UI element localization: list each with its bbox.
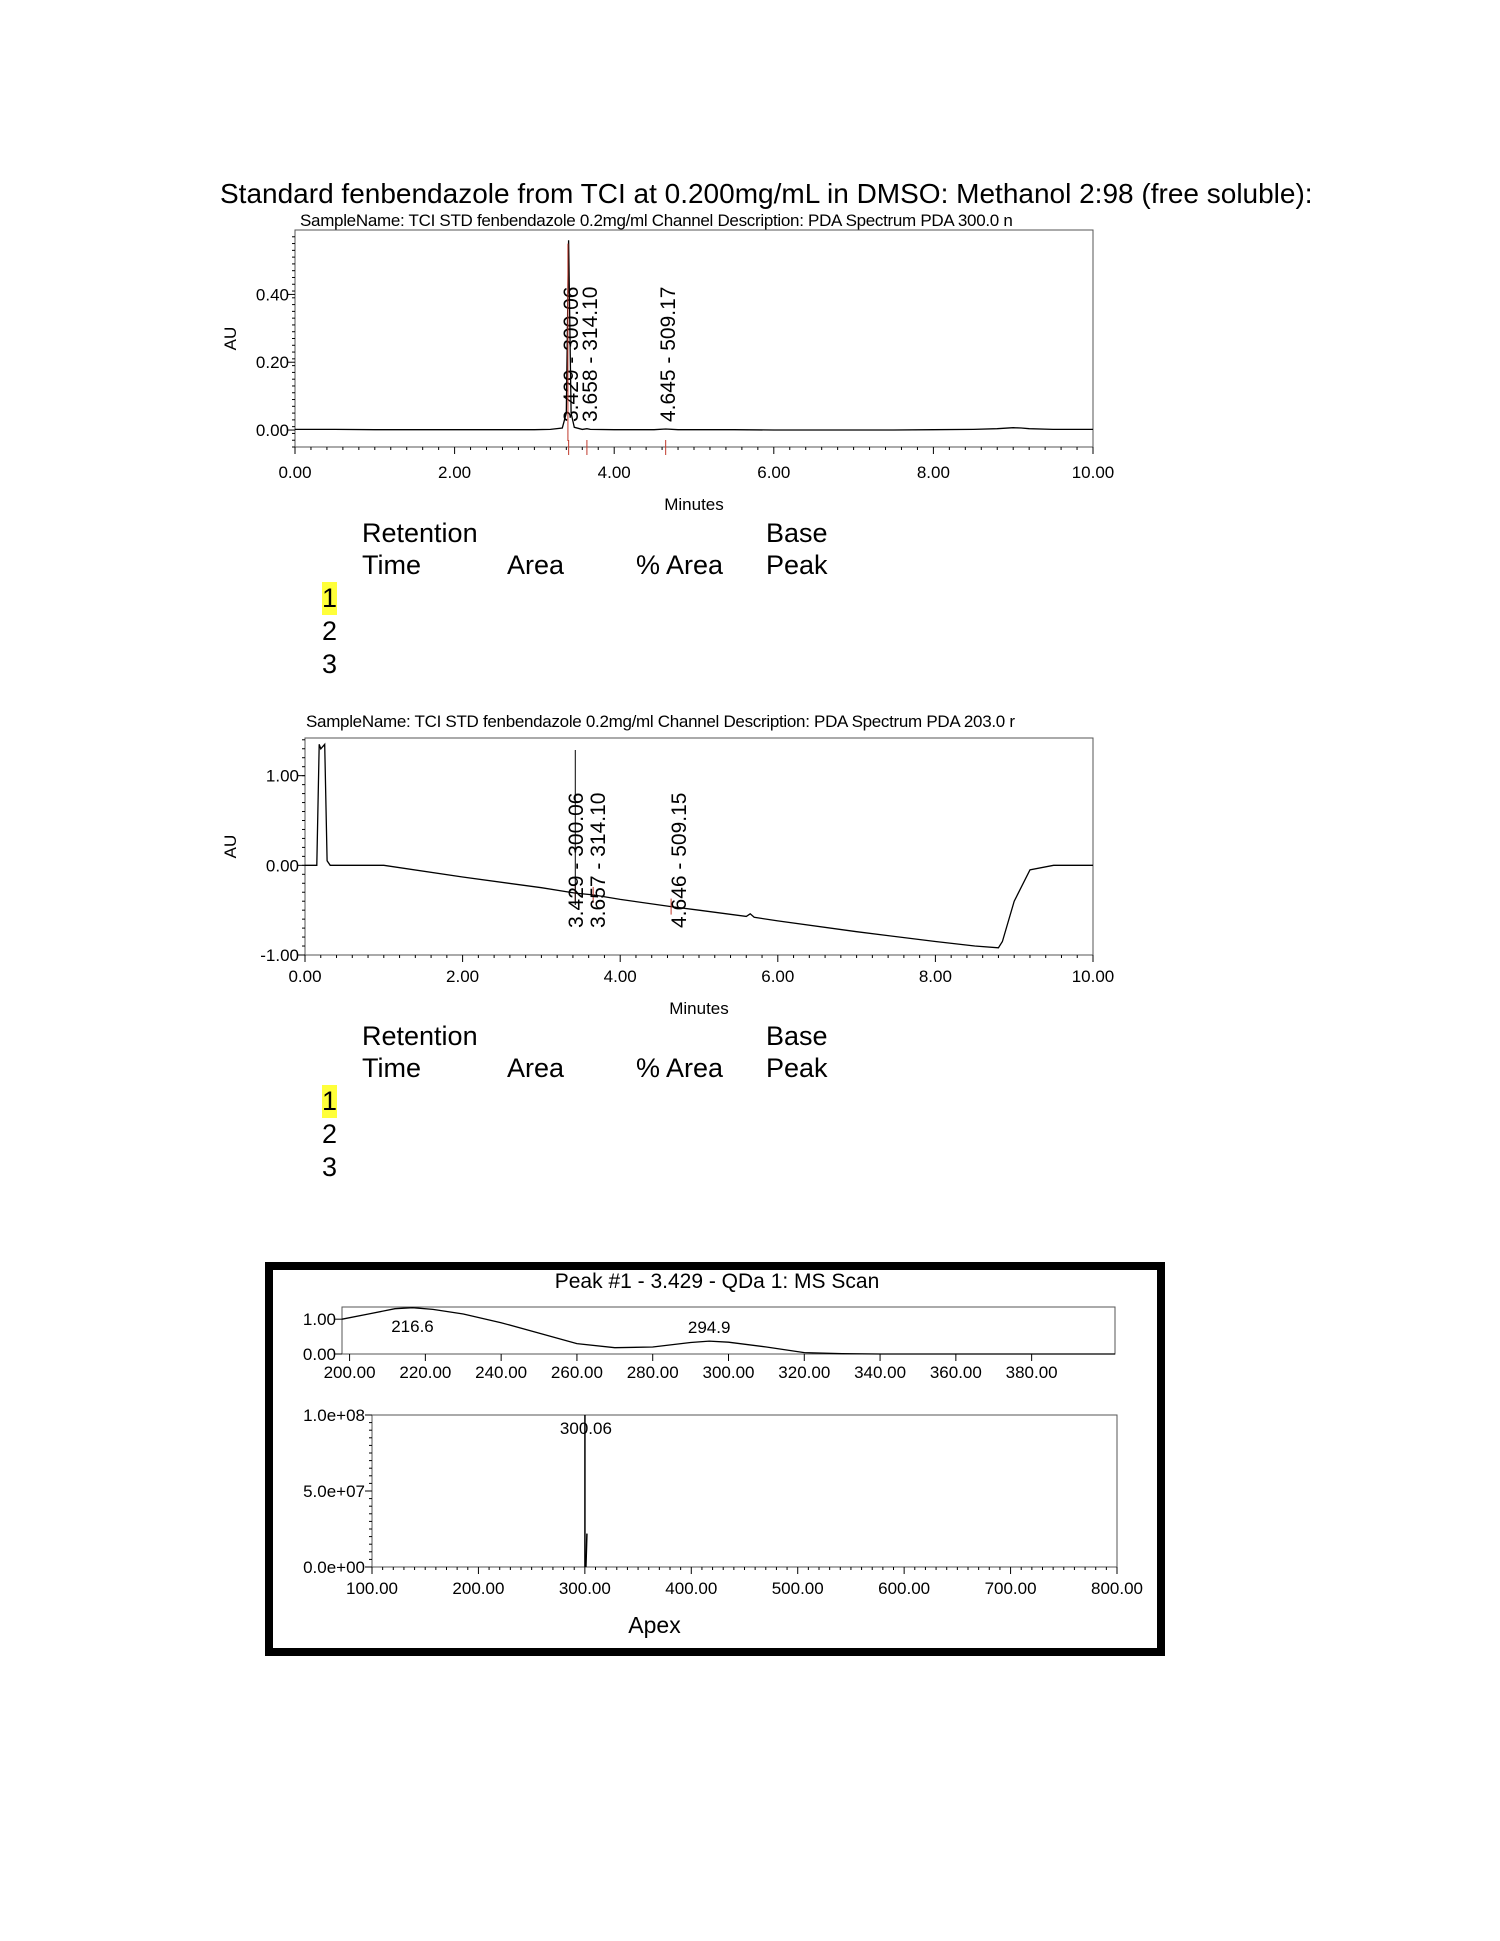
- plot-frame: [305, 738, 1093, 955]
- peak-label: 3.429 - 300.06: [565, 792, 588, 928]
- x-tick-label: 360.00: [929, 1363, 982, 1382]
- y-tick-label: 0.40: [255, 285, 289, 305]
- x-tick-label: 2.00: [446, 967, 480, 986]
- y-tick-label: 1.00: [265, 766, 299, 786]
- x-axis-title: Minutes: [669, 999, 729, 1018]
- peak-label: 4.645 - 509.17: [657, 286, 680, 422]
- y-tick-label: 0.00: [265, 856, 299, 876]
- x-tick-label: 220.00: [399, 1363, 452, 1382]
- x-axis-title: Apex: [628, 1612, 681, 1638]
- x-tick-label: 240.00: [475, 1363, 528, 1382]
- x-tick-label: 6.00: [757, 463, 791, 482]
- x-tick-label: 4.00: [597, 463, 631, 482]
- peak-label: 294.9: [687, 1318, 731, 1337]
- header-time: Time: [362, 1053, 421, 1083]
- header-pct-area: % Area: [636, 1053, 724, 1083]
- header-peak: Peak: [766, 550, 828, 580]
- y-tick-label: 1.00: [302, 1310, 336, 1330]
- x-tick-label: 4.00: [603, 967, 637, 986]
- y-tick-label: 0.00: [302, 1345, 336, 1364]
- series-line: [305, 744, 1093, 948]
- y-axis-title: AU: [221, 834, 240, 859]
- x-tick-label: 0.00: [288, 967, 322, 986]
- header-area: Area: [507, 1053, 565, 1083]
- peak-label: 3.657 - 314.10: [587, 792, 610, 928]
- y-axis-title: AU: [221, 326, 240, 351]
- x-axis-title: Minutes: [664, 495, 724, 514]
- row-index: 1: [322, 583, 338, 613]
- x-tick-label: 10.00: [1071, 463, 1115, 482]
- chart2-title: SampleName: TCI STD fenbendazole 0.2mg/ml Channel Description: PDA Spectrum PDA 203.0 r: [306, 712, 1015, 731]
- y-tick-label: -1.00: [260, 946, 299, 965]
- x-tick-label: 700.00: [984, 1579, 1037, 1598]
- x-tick-label: 10.00: [1071, 967, 1115, 986]
- plot-frame: [295, 230, 1093, 447]
- x-tick-label: 6.00: [761, 967, 795, 986]
- series-line: [295, 240, 1093, 430]
- row-index: 1: [322, 1086, 338, 1116]
- x-tick-label: 8.00: [918, 967, 952, 986]
- header-peak: Peak: [766, 1053, 828, 1083]
- header-base: Base: [766, 518, 828, 548]
- y-tick-label: 5.0e+07: [303, 1482, 365, 1501]
- y-tick-label: 0.0e+00: [303, 1558, 365, 1577]
- header-area: Area: [507, 550, 565, 580]
- x-tick-label: 300.00: [702, 1363, 755, 1382]
- page-title: Standard fenbendazole from TCI at 0.200mg/mL in DMSO: Methanol 2:98 (free soluble):: [220, 178, 1313, 209]
- header-time: Time: [362, 550, 421, 580]
- x-tick-label: 340.00: [854, 1363, 907, 1382]
- y-tick-label: 0.20: [255, 353, 289, 373]
- x-tick-label: 200.00: [452, 1579, 505, 1598]
- y-tick-label: 1.0e+08: [303, 1406, 365, 1425]
- x-tick-label: 200.00: [323, 1363, 376, 1382]
- row-index: 3: [322, 649, 338, 679]
- x-tick-label: 500.00: [771, 1579, 824, 1598]
- peak-label: 4.646 - 509.15: [668, 792, 691, 928]
- x-tick-label: 8.00: [916, 463, 950, 482]
- row-index: 2: [322, 1119, 338, 1149]
- x-tick-label: 260.00: [550, 1363, 603, 1382]
- y-tick-label: 0.00: [255, 421, 289, 441]
- header-retention: Retention: [362, 1021, 478, 1051]
- ms-scan-title: Peak #1 - 3.429 - QDa 1: MS Scan: [554, 1270, 880, 1293]
- header-pct-area: % Area: [636, 550, 724, 580]
- peak-label: 3.429 - 300.06: [560, 286, 583, 422]
- x-tick-label: 300.00: [558, 1579, 611, 1598]
- chart1-title: SampleName: TCI STD fenbendazole 0.2mg/ml Channel Description: PDA Spectrum PDA 300.0 n: [300, 211, 1013, 230]
- peak-label: 216.6: [391, 1317, 434, 1336]
- x-tick-label: 320.00: [778, 1363, 831, 1382]
- x-tick-label: 100.00: [346, 1579, 398, 1598]
- header-retention: Retention: [362, 518, 478, 548]
- ms-scan-panel: [265, 1262, 1165, 1656]
- x-tick-label: 0.00: [278, 463, 312, 482]
- x-tick-label: 400.00: [665, 1579, 718, 1598]
- row-index: 3: [322, 1152, 338, 1182]
- x-tick-label: 280.00: [626, 1363, 679, 1382]
- x-tick-label: 380.00: [1005, 1363, 1058, 1382]
- header-base: Base: [766, 1021, 828, 1051]
- peak-label: 300.06: [559, 1419, 612, 1438]
- x-tick-label: 800.00: [1091, 1579, 1143, 1598]
- row-index: 2: [322, 616, 338, 646]
- x-tick-label: 600.00: [878, 1579, 931, 1598]
- peak-label: 3.658 - 314.10: [579, 286, 602, 422]
- x-tick-label: 2.00: [438, 463, 472, 482]
